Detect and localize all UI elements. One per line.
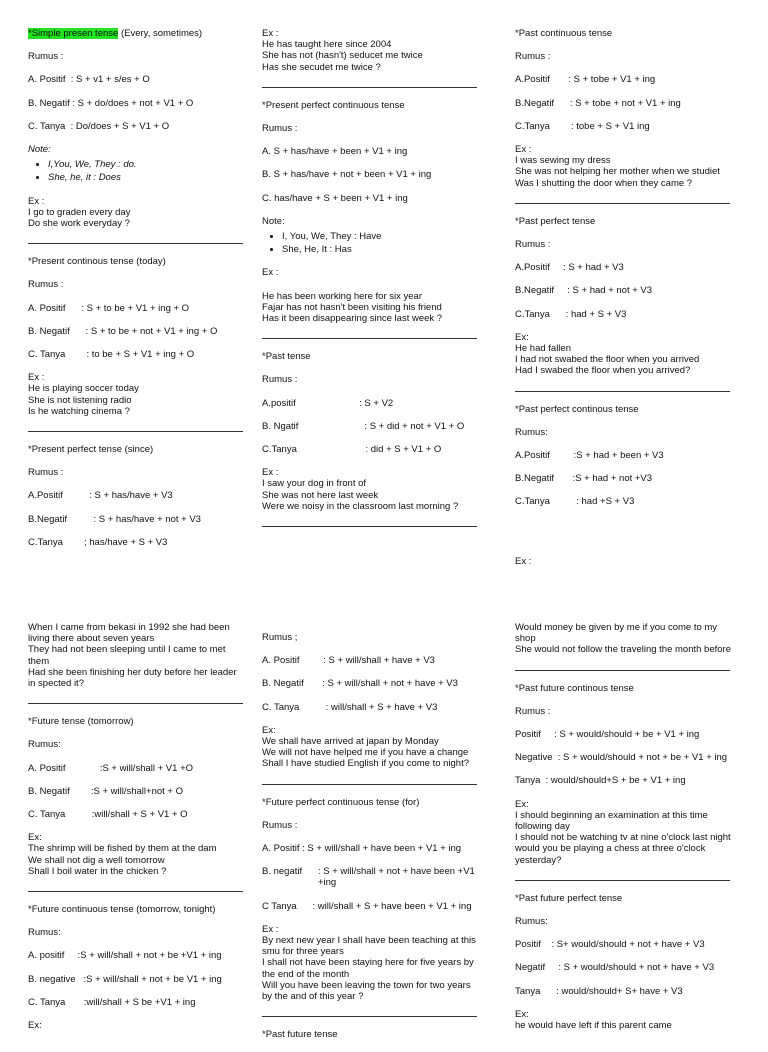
rumus-label: Rumus : (515, 705, 551, 717)
note-item: • I,You, We, They : do. (48, 159, 246, 170)
formula-label: A. positif (28, 950, 78, 962)
rumus-label: Rumus : (262, 123, 298, 135)
formula-label: Positif (515, 729, 555, 741)
formula-row (515, 496, 733, 507)
example-label: Ex : (262, 267, 279, 279)
formula-row (28, 786, 246, 797)
formula-label: B. Ngatif (262, 420, 365, 432)
example-block (28, 622, 246, 689)
example-line: I should not be watching tv at nine o'clock last night would you be playing a chess at three o'clock yesterday? (515, 832, 731, 866)
column-3 (515, 28, 733, 520)
formula-label: B. negative (28, 973, 84, 985)
formula-row (28, 121, 246, 132)
formula-label: B. Negatif (28, 325, 86, 337)
formula-text: :S + will/shall + not + be +V1 + ing (77, 950, 222, 962)
section-simple-present (28, 28, 246, 229)
example-line: She was not here last week (262, 489, 379, 501)
divider (515, 391, 730, 392)
formula-row (262, 169, 480, 180)
formula-text: : did + S + V1 + O (365, 444, 442, 456)
rumus-label: Rumus: (515, 916, 548, 928)
formula-row (515, 285, 733, 296)
formula-row (28, 997, 246, 1008)
rumus-label: Rumus : (28, 467, 64, 479)
section-past-perfect (515, 216, 733, 377)
formula-text: : S + tobe + not + V1 + ing (569, 97, 681, 109)
example-label: Ex: (28, 1020, 42, 1032)
note-label: Note: (28, 144, 51, 156)
formula-label: B.Negatif (515, 97, 570, 109)
example-label: Ex : (262, 923, 279, 935)
section-title: *Past perfect continous tense (515, 403, 639, 415)
example-block (515, 622, 733, 656)
example-block (28, 832, 246, 877)
formula-row (28, 349, 246, 360)
example-line: Had I swabed the floor when you arrived? (515, 365, 691, 377)
example-line: I go to graden every day (28, 206, 131, 218)
example-line: I was sewing my dress (515, 155, 611, 167)
formula-text: : S+ would/should + not + have + V3 (551, 939, 705, 951)
formula-text: : S + had + not + V3 (567, 285, 653, 297)
formula-text: : S + has/have + V3 (89, 490, 173, 502)
example-line: He has taught here since 2004 (262, 39, 392, 51)
section-past-future-continuous (515, 683, 733, 866)
formula-label: A.Positif (515, 262, 564, 274)
formula-label: A. Positif (262, 655, 324, 667)
formula-row (515, 450, 733, 461)
rumus-label: Rumus : (515, 51, 551, 63)
example-line: We shall have arrived at japan by Monday (262, 736, 439, 748)
example-line: Has it been disappearing since last week ? (262, 313, 443, 325)
example-line: Had she been finishing her duty before her leader in spected it? (28, 666, 237, 690)
formula-label: A. (262, 146, 274, 158)
formula-text: : S + will/shall + not + have + V3 (322, 678, 458, 690)
formula-text: : would/should+ S+ have + V3 (556, 985, 683, 997)
column-2-lower (262, 632, 480, 1052)
section-present-continuous (28, 256, 246, 417)
formula-row (28, 490, 246, 501)
formula-row (515, 121, 733, 132)
formula-label: B. Negatif (28, 97, 73, 109)
section-future-perfect-continuous (262, 797, 480, 1003)
example-block (515, 1009, 733, 1031)
rumus-label: Rumus : (515, 239, 551, 251)
formula-label: A.positif (262, 397, 360, 409)
section-past-continuous (515, 28, 733, 189)
section-present-perfect (28, 444, 246, 548)
formula-text: : S + to be + not + V1 + ing + O (85, 325, 218, 337)
formula-label: A. Positif (28, 74, 71, 86)
example-line: By next new year I shall have been teaching at this smu for three years (262, 935, 476, 958)
formula-text: : S + to be + V1 + ing + O (81, 302, 190, 314)
section-future (28, 716, 246, 877)
formula-text: : S + will/shall + not + have been +V1 +ing (317, 866, 475, 889)
formula-label: A. Positif (262, 843, 303, 855)
formula-label: C.Tanya (515, 496, 577, 508)
divider (515, 670, 730, 671)
example-block (262, 467, 480, 512)
section-past-future-perfect (515, 893, 733, 1031)
example-line: He had fallen (515, 343, 571, 355)
divider (262, 338, 477, 339)
formula-row (515, 729, 733, 740)
formula-label: B. Negatif (28, 785, 91, 797)
note-item: • I, You, We, They : Have (282, 231, 480, 242)
formula-label: Tanya (515, 985, 557, 997)
example-line: We will not have helped me if you have a change (262, 747, 469, 759)
section-title (28, 28, 246, 39)
example-label: Ex : (262, 28, 279, 39)
formula-label: A. Positif (28, 302, 82, 314)
example-block (515, 144, 733, 189)
section-title: *Future continuous tense (tomorrow, tonight) (28, 904, 216, 916)
example-label: Ex : (515, 144, 532, 156)
section-past (262, 351, 480, 512)
formula-text: : S + V2 (359, 397, 394, 409)
formula-row (262, 843, 480, 854)
example-line: Was I shutting the door when they came ? (515, 177, 693, 189)
formula-label: C.Tanya (28, 536, 84, 548)
formula-label: C.Tanya (515, 308, 566, 320)
formula-label: C.Tanya (262, 444, 366, 456)
example-block (262, 924, 480, 1002)
section-past-perfect-continuous (515, 404, 733, 508)
formula-row (28, 537, 246, 548)
example-line: We shall not dig a well tomorrow (28, 854, 165, 866)
formula-text: : S + did + not + V1 + O (364, 420, 465, 432)
section-present-perfect-continuous (262, 100, 480, 324)
example-label: Ex: (28, 832, 42, 844)
formula-text: : had +S + V3 (576, 496, 635, 508)
formula-row (515, 962, 733, 973)
formula-text: : S + has/have + not + V3 (93, 513, 201, 525)
formula-row (262, 444, 480, 455)
formula-row (515, 775, 733, 786)
section-title: *Past continuous tense (515, 28, 613, 39)
formula-text: has/have + S + been + V1 + ing (274, 192, 408, 204)
formula-text: :S + will/shall + not + be V1 + ing (83, 973, 222, 985)
formula-row (515, 939, 733, 950)
example-line: Will you have been leaving the town for two years by the and of this year ? (262, 979, 471, 1003)
divider (28, 703, 243, 704)
rumus-label: Rumus: (28, 927, 61, 939)
formula-text: : S + would/should + be + V1 + ing (554, 729, 700, 741)
formula-text: : tobe + S + V1 ing (570, 120, 650, 132)
formula-text: S + has/have + not + been + V1 + ing (273, 169, 432, 181)
formula-row (28, 326, 246, 337)
formula-row (262, 702, 480, 713)
section-title: *Past tense (262, 351, 311, 363)
formula-text: : will/shall + S + have been + V1 + ing (312, 900, 472, 912)
formula-row (262, 146, 480, 157)
formula-label: Positif (515, 939, 552, 951)
note-item: • She, He, It : Has (282, 244, 480, 255)
example-line: She was not helping her mother when we studiet (515, 166, 720, 178)
section-future-continuous (28, 904, 246, 1031)
formula-row (28, 974, 246, 985)
formula-text: : S + will/shall + have + V3 (323, 655, 435, 667)
example-block (515, 799, 733, 866)
formula-text: : S + would/should + not + have + V3 (558, 962, 715, 974)
highlighted-title: *Simple presen tense (28, 28, 119, 39)
formula-text: :S + will/shall + V1 +O (99, 762, 194, 774)
rumus-label: Rumus : (28, 279, 64, 291)
example-label: Ex : (515, 556, 532, 567)
note-list (262, 231, 480, 255)
rumus-label: Rumus : (262, 819, 298, 831)
formula-row (262, 866, 480, 888)
formula-text: : S + do/does + not + V1 + O (72, 97, 194, 109)
section-future-perfect (262, 632, 480, 770)
example-block (28, 1020, 246, 1031)
formula-label: Tanya (515, 775, 546, 787)
formula-text: : will/shall + S + have + V3 (325, 701, 438, 713)
formula-text: : had + S + V3 (565, 308, 627, 320)
formula-text: : S + had + V3 (563, 262, 624, 274)
formula-label: Negatif (515, 962, 559, 974)
formula-text: : S + would/should + not + be + V1 + ing (557, 752, 728, 764)
section-title: *Present continous tense (today) (28, 256, 166, 268)
formula-row (515, 262, 733, 273)
formula-label: B.Negatif (515, 473, 573, 485)
divider (262, 784, 477, 785)
formula-label: C. Tanya (28, 120, 71, 132)
formula-label: B. Negatif (262, 678, 323, 690)
formula-row (262, 901, 480, 912)
formula-row (515, 309, 733, 320)
example-line: I saw your dog in front of (262, 478, 367, 490)
formula-row (515, 752, 733, 763)
example-block (262, 28, 480, 73)
column-1 (28, 28, 246, 560)
formula-text: : to be + S + V1 + ing + O (86, 349, 195, 361)
rumus-label: Rumus ; (262, 632, 298, 643)
section-title: *Future perfect continuous tense (for) (262, 796, 420, 808)
formula-row (28, 809, 246, 820)
formula-label: B.Negatif (28, 513, 94, 525)
example-line: They had not been sleeping until I came to met them (28, 644, 226, 667)
formula-text: :S + had + not +V3 (572, 473, 653, 485)
example-line: She would not follow the traveling the month before (515, 644, 731, 656)
formula-label: A.Positif (515, 74, 569, 86)
note-label: Note: (262, 215, 285, 227)
example-line: Were we noisy in the classroom last morning ? (262, 500, 459, 512)
example-line: I should beginning an examination at this time following day (515, 809, 708, 833)
formula-text: :will/shall + S + V1 + O (91, 809, 188, 821)
formula-row (28, 74, 246, 85)
formula-row (262, 421, 480, 432)
section-title: *Past future continous tense (515, 682, 634, 694)
formula-row (262, 193, 480, 204)
note-item: • She, he, it : Does (48, 172, 246, 183)
formula-text: : S + will/shall + have been + V1 + ing (302, 843, 462, 855)
formula-text: : Do/does + S + V1 + O (70, 120, 170, 132)
divider (28, 891, 243, 892)
section-title: *Past perfect tense (515, 215, 596, 227)
rumus-label: Rumus: (515, 426, 548, 438)
divider (262, 87, 477, 88)
formula-row (28, 763, 246, 774)
example-block (262, 725, 480, 770)
formula-row (28, 303, 246, 314)
divider (515, 203, 730, 204)
example-label: Ex: (262, 724, 276, 736)
formula-label: C. Tanya (28, 996, 84, 1008)
formula-row (262, 655, 480, 666)
example-line: Shall I have studied English if you come to night? (262, 758, 470, 770)
example-line: Shall I boil water in the chicken ? (28, 865, 167, 877)
example-block (515, 332, 733, 377)
formula-text: : would/should+S + be + V1 + ing (545, 775, 686, 787)
formula-text: :S + had + been + V3 (573, 450, 664, 462)
formula-row (515, 98, 733, 109)
formula-text: : S + tobe + V1 + ing (568, 74, 656, 86)
formula-label: C.Tanya (515, 120, 571, 132)
example-label: Ex: (515, 798, 529, 810)
divider (262, 526, 477, 527)
rumus-label: Rumus : (28, 51, 64, 63)
example-label: Ex : (28, 195, 45, 207)
example-line: The shrimp will be fished by them at the dam (28, 843, 217, 855)
section-title: *Future tense (tomorrow) (28, 716, 134, 728)
formula-label: A. Positif (28, 762, 100, 774)
formula-label: C. Tanya (262, 701, 326, 713)
example-line: He has been working here for six year (262, 290, 422, 302)
formula-row (515, 74, 733, 85)
example-line: I had not swabed the floor when you arrived (515, 354, 700, 366)
formula-row (28, 514, 246, 525)
example-line: I shall not have been staying here for five years by the end of the month (262, 957, 474, 980)
formula-row (262, 678, 480, 689)
formula-label: A.Positif (28, 490, 90, 502)
example-line: When I came from bekasi in 1992 she had been living there about seven years (28, 622, 230, 645)
formula-text: : S + v1 + s/es + O (70, 74, 150, 86)
formula-text: :S + will/shall+not + O (90, 785, 183, 797)
column-2 (262, 28, 480, 539)
formula-label: C Tanya (262, 900, 313, 912)
formula-label: B.Negatif (515, 285, 568, 297)
example-line: Fajar has not hasn't been visiting his friend (262, 301, 442, 313)
title-suffix: (Every, sometimes) (118, 28, 203, 39)
example-line: he would have left if this parent came (515, 1020, 672, 1032)
example-line: Do she work everyday ? (28, 218, 130, 230)
formula-row (28, 98, 246, 109)
formula-label: B. (262, 169, 274, 181)
formula-row (262, 398, 480, 409)
section-title: *Present perfect continuous tense (262, 99, 405, 111)
formula-label: A.Positif (515, 450, 574, 462)
formula-label: C. Tanya (28, 809, 92, 821)
column-3-lower (515, 622, 733, 1031)
example-line: Would money be given by me if you come to my shop (515, 622, 718, 645)
formula-text: ; has/have + S + V3 (83, 536, 168, 548)
section-title: *Past future perfect tense (515, 892, 623, 904)
section-title: *Past future tense (262, 1029, 338, 1041)
rumus-label: Rumus : (262, 374, 298, 386)
formula-text: :will/shall + S be +V1 + ing (83, 996, 196, 1008)
example-line: Is he watching cinema ? (28, 405, 130, 417)
example-line: She is not listening radio (28, 394, 132, 406)
divider (28, 243, 243, 244)
example-line: She has not (hasn't) seducet me twice (262, 50, 423, 62)
example-line: Has she secudet me twice ? (262, 61, 381, 73)
example-block (262, 291, 480, 325)
column-1-lower (28, 622, 246, 1031)
formula-row (515, 473, 733, 484)
example-line: He is playing soccer today (28, 383, 139, 395)
divider (515, 880, 730, 881)
formula-row (515, 986, 733, 997)
example-label: Ex : (262, 467, 279, 479)
divider (28, 431, 243, 432)
formula-label: C. (262, 192, 275, 204)
example-label: Ex: (515, 331, 529, 343)
example-label: Ex : (28, 372, 45, 384)
divider (262, 1016, 477, 1017)
formula-label: B. negatif (262, 866, 318, 878)
rumus-label: Rumus: (28, 739, 61, 751)
formula-label: C. Tanya (28, 349, 87, 361)
example-block (28, 196, 246, 230)
formula-row (28, 950, 246, 961)
formula-text: S + has/have + been + V1 + ing (273, 146, 408, 158)
example-label: Ex: (515, 1008, 529, 1020)
column-3-ex (515, 556, 733, 567)
formula-label: Negative (515, 752, 558, 764)
note-list (28, 159, 246, 183)
section-title: *Present perfect tense (since) (28, 444, 154, 456)
example-block (28, 372, 246, 417)
